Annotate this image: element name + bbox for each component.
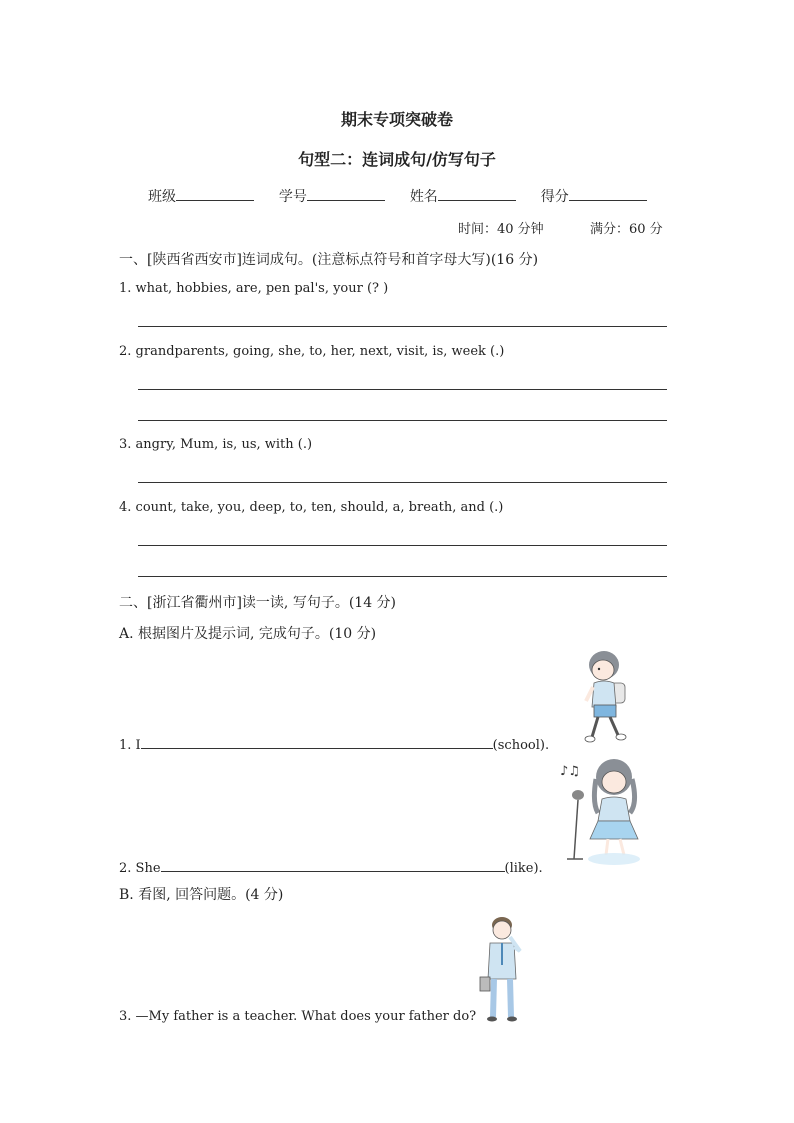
name-label: 姓名	[409, 189, 438, 205]
boy-walking-illustration	[578, 645, 636, 747]
q2-hint: (like).	[504, 861, 543, 876]
partB-heading: B. 看图, 回答问题。(4 分)	[119, 887, 284, 903]
q2-answer-blank[interactable]	[161, 857, 505, 872]
answer-line-1[interactable]	[138, 326, 667, 327]
partA-heading: A. 根据图片及提示词, 完成句子。(10 分)	[119, 626, 377, 642]
name-field[interactable]	[438, 186, 516, 201]
question-1: 1. what, hobbies, are, pen pal's, your (? )	[119, 281, 389, 296]
q1-hint: (school).	[492, 738, 550, 753]
partB-question-3: 3. —My father is a teacher. What does your father do?	[119, 1009, 477, 1024]
man-on-phone-illustration	[476, 915, 528, 1025]
music-note-icon: ♪♫	[560, 764, 580, 779]
answer-line-4b[interactable]	[138, 576, 667, 577]
page-subtitle: 句型二：连词成句/仿写句子	[298, 150, 496, 169]
question-2: 2. grandparents, going, she, to, her, next, visit, is, week (.)	[119, 344, 505, 359]
q1-prefix: 1. I	[119, 738, 141, 753]
q1-answer-blank[interactable]	[141, 734, 493, 749]
section1-heading: 一、[陕西省西安市]连词成句。(注意标点符号和首字母大写)(16 分)	[119, 252, 539, 268]
score-field[interactable]	[569, 186, 647, 201]
answer-line-2b[interactable]	[138, 420, 667, 421]
briefcase	[480, 977, 490, 991]
question-4: 4. count, take, you, deep, to, ten, should, a, breath, and (.)	[119, 500, 504, 515]
girl-singing-illustration	[558, 755, 646, 870]
partA-question-2	[119, 857, 543, 876]
id-label: 学号	[278, 189, 307, 205]
q2-prefix: 2. She	[119, 861, 161, 876]
full-score: 满分：60 分	[590, 222, 663, 237]
info-row	[148, 186, 647, 206]
time-limit: 时间：40 分钟	[458, 222, 544, 237]
class-label: 班级	[148, 189, 176, 205]
id-field[interactable]	[307, 186, 385, 201]
microphone-icon	[572, 790, 584, 800]
answer-line-2a[interactable]	[138, 389, 667, 390]
answer-line-4a[interactable]	[138, 545, 667, 546]
answer-line-3[interactable]	[138, 482, 667, 483]
score-label: 得分	[540, 189, 569, 205]
class-field[interactable]	[176, 186, 254, 201]
page-title: 期末专项突破卷	[340, 110, 453, 129]
section2-heading: 二、[浙江省衢州市]读一读, 写句子。(14 分)	[119, 595, 397, 611]
partA-question-1	[119, 734, 549, 753]
question-3: 3. angry, Mum, is, us, with (.)	[119, 437, 313, 452]
